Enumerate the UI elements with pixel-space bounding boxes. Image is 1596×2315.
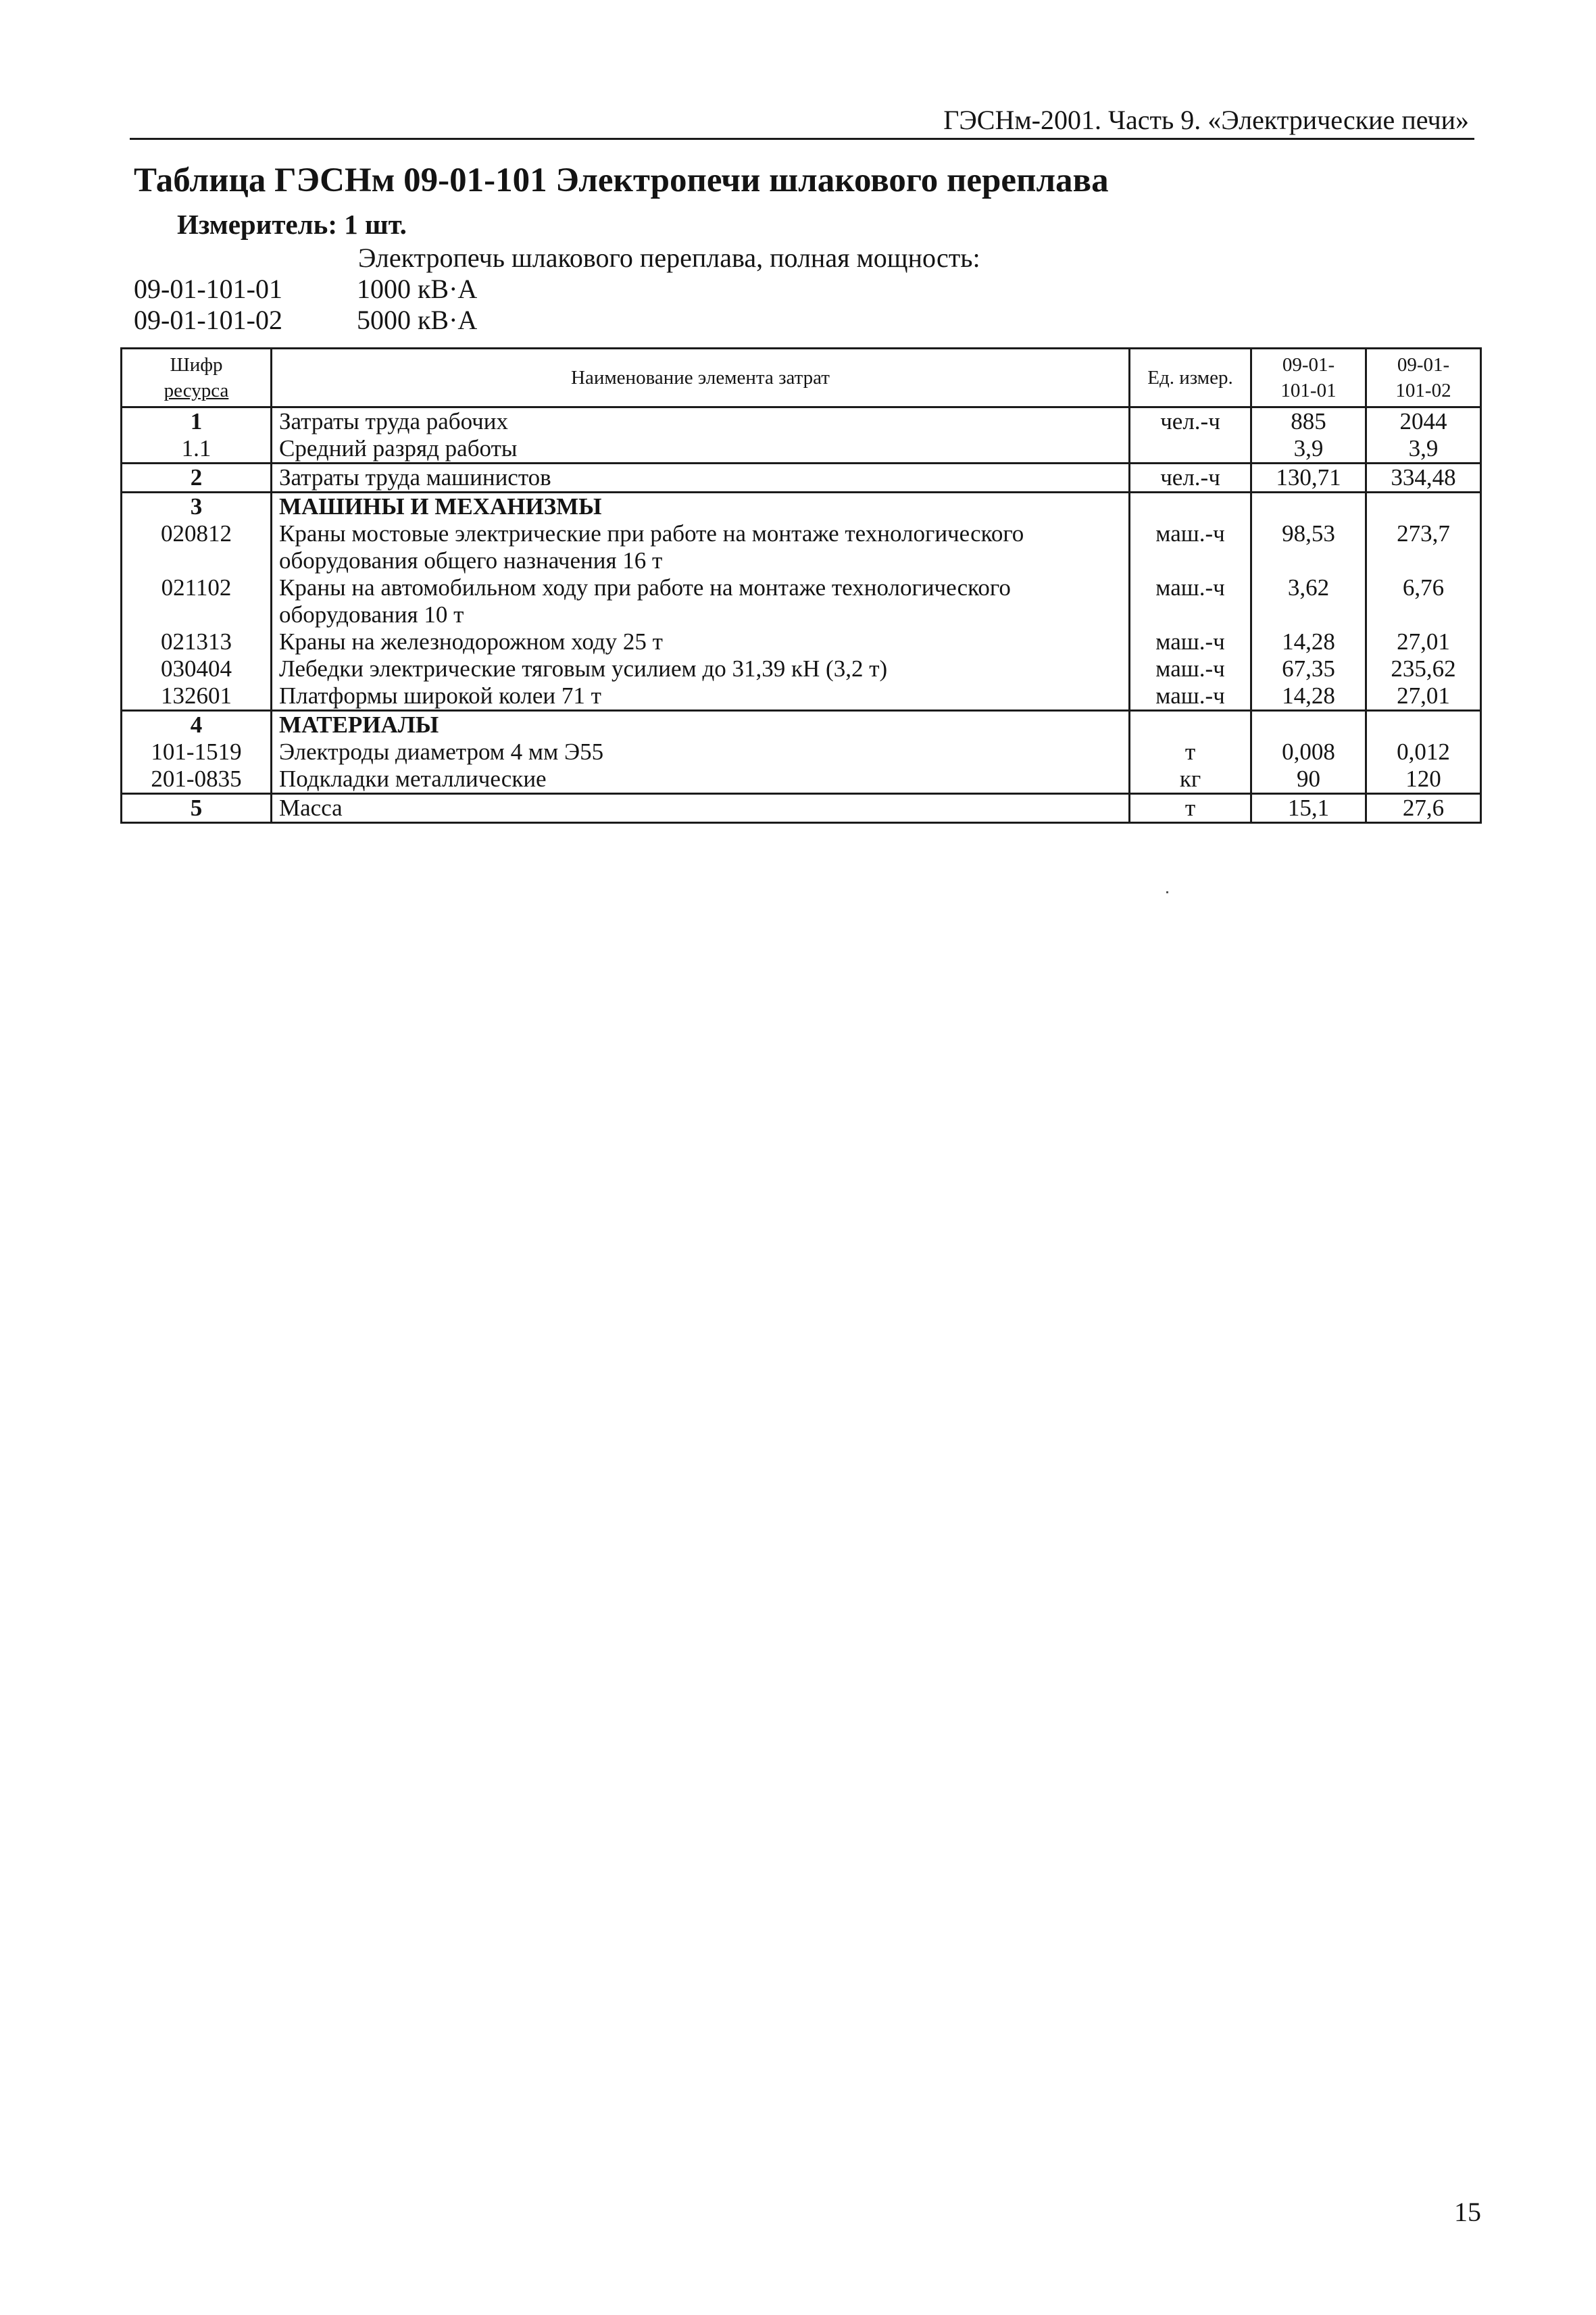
table-row [122, 493, 1481, 521]
variant-row [134, 304, 477, 336]
row-unit: маш.-ч [1130, 682, 1251, 711]
row-name: МАТЕРИАЛЫ [272, 711, 1130, 739]
header-v1-line1: 09-01- [1282, 354, 1335, 376]
row-unit: т [1130, 794, 1251, 823]
row-name: МАШИНЫ И МЕХАНИЗМЫ [272, 493, 1130, 521]
row-value-2: 27,01 [1366, 628, 1481, 655]
header-v2-line2: 101-02 [1395, 380, 1451, 401]
row-value-2: 2044 [1366, 407, 1481, 436]
row-value-2: 27,01 [1366, 682, 1481, 711]
row-code: 201-0835 [122, 766, 272, 794]
row-value-1: 98,53 [1251, 520, 1366, 574]
table-row [122, 655, 1481, 682]
row-name: Краны на автомобильном ходу при работе на монтаже технологического оборудования 10 т [272, 574, 1130, 628]
table-row [122, 435, 1481, 464]
row-value-2: 235,62 [1366, 655, 1481, 682]
row-code: 030404 [122, 655, 272, 682]
header-v1-line2: 101-01 [1280, 380, 1337, 401]
page-number: 15 [1454, 2197, 1481, 2227]
row-value-2: 120 [1366, 766, 1481, 794]
row-code: 2 [122, 464, 272, 493]
running-title: ГЭСНм-2001. Часть 9. «Электрические печи» [943, 105, 1469, 135]
header-variant-2 [1366, 349, 1481, 407]
table-title: Таблица ГЭСНм 09-01-101 Электропечи шлакового переплава [134, 161, 1109, 199]
row-unit: чел.-ч [1130, 407, 1251, 436]
header-code-line1: Шифр [170, 354, 223, 376]
row-value-2: 6,76 [1366, 574, 1481, 628]
row-code: 3 [122, 493, 272, 521]
row-code: 020812 [122, 520, 272, 574]
row-unit: маш.-ч [1130, 520, 1251, 574]
row-value-1: 14,28 [1251, 628, 1366, 655]
row-value-2: 0,012 [1366, 739, 1481, 766]
row-name: Затраты труда машинистов [272, 464, 1130, 493]
header-code [122, 349, 272, 407]
row-name: Подкладки металлические [272, 766, 1130, 794]
row-name: Затраты труда рабочих [272, 407, 1130, 436]
table-row [122, 739, 1481, 766]
variant-value: 5000 кВ·А [357, 305, 478, 335]
row-value-1: 14,28 [1251, 682, 1366, 711]
row-name: Электроды диаметром 4 мм Э55 [272, 739, 1130, 766]
table-row [122, 464, 1481, 493]
row-unit: маш.-ч [1130, 574, 1251, 628]
row-name: Краны на железнодорожном ходу 25 т [272, 628, 1130, 655]
table-row [122, 628, 1481, 655]
scan-speck [1166, 891, 1168, 893]
row-name: Краны мостовые электрические при работе на монтаже технологического оборудования общего назначения 16 т [272, 520, 1130, 574]
row-value-1 [1251, 493, 1366, 521]
row-value-1 [1251, 711, 1366, 739]
row-unit: кг [1130, 766, 1251, 794]
row-value-1: 3,9 [1251, 435, 1366, 464]
row-value-2 [1366, 711, 1481, 739]
row-code: 1.1 [122, 435, 272, 464]
table-header-row [122, 349, 1481, 407]
row-value-1: 67,35 [1251, 655, 1366, 682]
table-row [122, 520, 1481, 574]
variant-code: 09-01-101-02 [134, 305, 282, 335]
header-code-line2: ресурса [164, 380, 229, 401]
table-row [122, 711, 1481, 739]
row-code: 101-1519 [122, 739, 272, 766]
row-value-1: 15,1 [1251, 794, 1366, 823]
row-unit: чел.-ч [1130, 464, 1251, 493]
table-row [122, 794, 1481, 823]
row-code: 5 [122, 794, 272, 823]
row-value-1: 90 [1251, 766, 1366, 794]
variant-row [134, 273, 477, 305]
row-value-1: 130,71 [1251, 464, 1366, 493]
row-code: 021313 [122, 628, 272, 655]
row-value-2: 334,48 [1366, 464, 1481, 493]
row-value-1: 885 [1251, 407, 1366, 436]
row-code: 4 [122, 711, 272, 739]
row-value-1: 0,008 [1251, 739, 1366, 766]
row-value-2 [1366, 493, 1481, 521]
variant-code: 09-01-101-01 [134, 274, 282, 304]
table-row [122, 682, 1481, 711]
row-unit: т [1130, 739, 1251, 766]
resource-table [120, 347, 1482, 824]
table-row [122, 407, 1481, 436]
row-value-2: 273,7 [1366, 520, 1481, 574]
row-value-1: 3,62 [1251, 574, 1366, 628]
row-name: Платформы широкой колеи 71 т [272, 682, 1130, 711]
variant-value: 1000 кВ·А [357, 274, 478, 304]
row-code: 1 [122, 407, 272, 436]
header-unit: Ед. измер. [1130, 349, 1251, 407]
row-name: Лебедки электрические тяговым усилием до 31,39 кН (3,2 т) [272, 655, 1130, 682]
row-unit [1130, 435, 1251, 464]
row-unit: маш.-ч [1130, 628, 1251, 655]
row-value-2: 3,9 [1366, 435, 1481, 464]
row-code: 021102 [122, 574, 272, 628]
furnace-caption: Электропечь шлакового переплава, полная мощность: [358, 243, 980, 273]
row-unit [1130, 493, 1251, 521]
measure-unit: Измеритель: 1 шт. [177, 209, 407, 240]
row-value-2: 27,6 [1366, 794, 1481, 823]
table-row [122, 766, 1481, 794]
table-row [122, 574, 1481, 628]
header-v2-line1: 09-01- [1397, 354, 1450, 376]
header-variant-1 [1251, 349, 1366, 407]
row-unit [1130, 711, 1251, 739]
running-header [130, 100, 1474, 140]
row-code: 132601 [122, 682, 272, 711]
header-name: Наименование элемента затрат [272, 349, 1130, 407]
row-unit: маш.-ч [1130, 655, 1251, 682]
row-name: Масса [272, 794, 1130, 823]
row-name: Средний разряд работы [272, 435, 1130, 464]
